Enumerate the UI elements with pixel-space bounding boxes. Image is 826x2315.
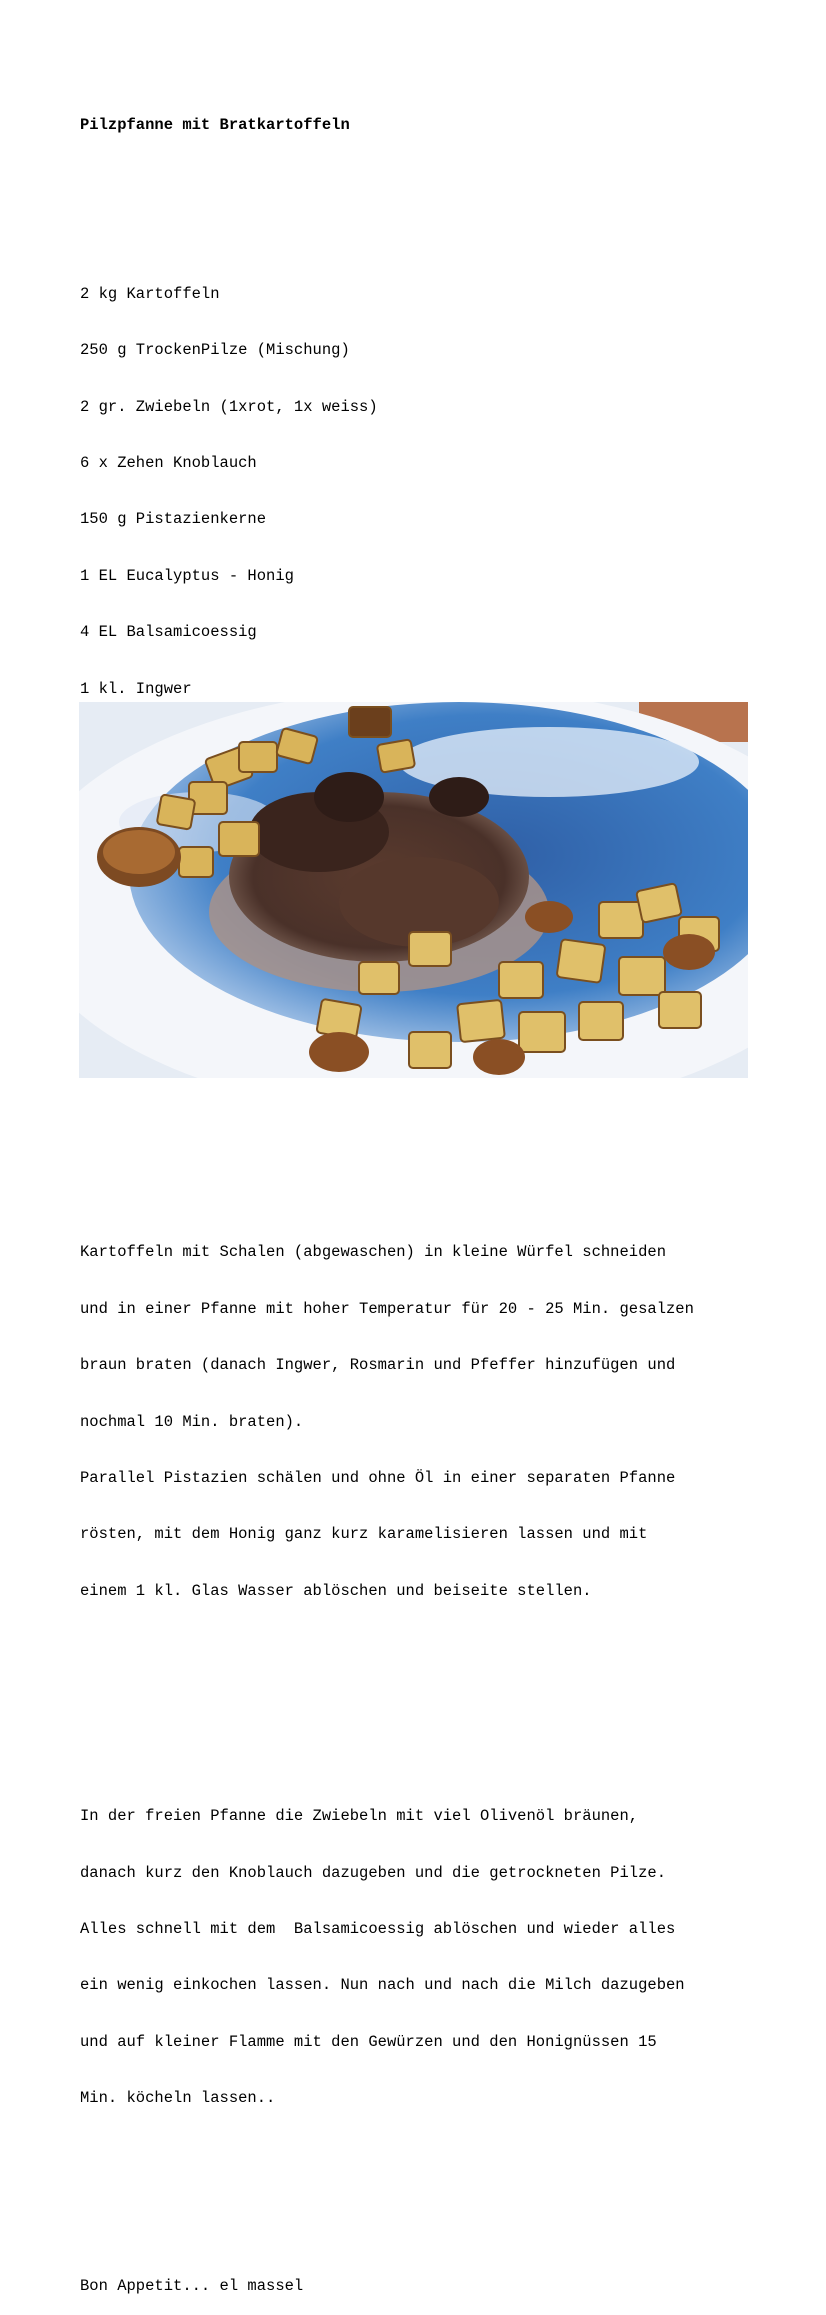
closing-line: Bon Appetit... el massel [80,2277,304,2296]
instruction-line: Min. köcheln lassen.. [80,2089,276,2108]
ingredient-item: 1 EL Eucalyptus - Honig [80,566,294,585]
instruction-line: einem 1 kl. Glas Wasser ablöschen und beiseite stellen. [80,1581,592,1600]
instruction-line: In der freien Pfanne die Zwiebeln mit viel Olivenöl bräunen, [80,1807,639,1826]
instruction-line: rösten, mit dem Honig ganz kurz karamelisieren lassen und mit [80,1525,648,1544]
ingredient-item: 6 x Zehen Knoblauch [80,453,257,472]
instruction-line: Kartoffeln mit Schalen (abgewaschen) in kleine Würfel schneiden [80,1243,666,1262]
ingredient-item: 250 g TrockenPilze (Mischung) [80,341,350,360]
instruction-line: Parallel Pistazien schälen und ohne Öl in einer separaten Pfanne [80,1468,676,1487]
dish-photo [79,702,748,1078]
instruction-line: ein wenig einkochen lassen. Nun nach und nach die Milch dazugeben [80,1976,685,1995]
spacer [80,2202,760,2221]
ingredient-item: 2 gr. Zwiebeln (1xrot, 1x weiss) [80,397,378,416]
instruction-line: danach kurz den Knoblauch dazugeben und die getrockneten Pilze. [80,1863,666,1882]
ingredient-item: 4 EL Balsamicoessig [80,623,257,642]
ingredient-item: 1 kl. Ingwer [80,679,192,698]
instructions-paragraph-2 [80,1770,760,2146]
instruction-line: und in einer Pfanne mit hoher Temperatur für 20 - 25 Min. gesalzen [80,1299,694,1318]
instructions-paragraph-1 [80,1206,760,1638]
mushroom-piece [314,772,384,822]
instruction-line: und auf kleiner Flamme mit den Gewürzen und den Honignüssen 15 [80,2032,657,2051]
spacer [80,1695,760,1714]
spacer [80,1131,760,1150]
ingredient-item: 2 kg Kartoffeln [80,284,220,303]
recipe-document [80,78,760,2315]
potato-slice [103,830,175,874]
spacer [80,172,760,191]
recipe-title: Pilzpfanne mit Bratkartoffeln [80,115,350,134]
instruction-line: braun braten (danach Ingwer, Rosmarin und Pfeffer hinzufügen und [80,1356,676,1375]
instruction-line: Alles schnell mit dem Balsamicoessig ablöschen und wieder alles [80,1920,676,1939]
ingredient-item: 150 g Pistazienkerne [80,510,267,529]
mushroom-piece [429,777,489,817]
instruction-line: nochmal 10 Min. braten). [80,1412,304,1431]
